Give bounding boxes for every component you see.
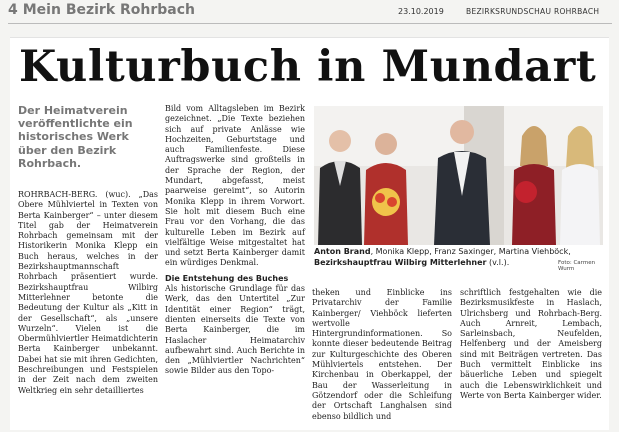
body-paragraph: Bild vom Alltagsleben im Bezirk gezeichnet. „Die Texte beziehen sich auf private Anlässe wie Hochzeiten, Geburtstage und auch Familienfeste. Diese Auftragswerke sind großteils in der Sprache der Region, der Mundart, abgefasst, meist paarweise gereimt“, so Autorin Monika Klepp in ihrem Vorwort. Sie holt mit diesem Buch eine Frau vor den Vorhang, die das kulturelle Leben im Bezirk auf vielfältige Weise mitgestaltet hat und setzt Berta Kainberger damit ein würdiges Denkmal. [165,104,305,268]
issue-date: 23.10.2019 [398,7,444,16]
body-column-4 [460,288,602,401]
body-paragraph: theken und Einblicke ins Privatarchiv der Familie Kainberger/ Viehböck lieferten wertvolle Hintergrundinformationen. So konnte dieser bedeutende Beitrag zur Kulturgeschichte des Oberen Mühlviertels entstehen. Der Kirchenbau in Oberkappel, der Bau der Wasserleitung in Götzendorf oder die Schleifung der Ortschaft Langhalsen sind ebenso bildlich und [312,288,452,421]
page-section-label [8,2,195,18]
caption-bold-name: Anton Brand [314,247,371,256]
article [10,37,609,430]
body-paragraph: Als historische Grundlage für das Werk, das den Untertitel „Zur Identität einer Region“ trägt, dienten einerseits die Texte von Berta Kainberger, die im Haslacher Heimatarchiv aufbewahrt sind. Auch Berichte in den „Mühlviertler Nachrichten“ sowie Bilder aus den Topo- [165,284,305,376]
subheading: Die Entstehung des Buches [165,273,289,283]
caption-names: , Monika Klepp, Franz Saxinger, Martina Viehböck, [370,247,571,256]
body-paragraph: schriftlich festgehalten wie die Bezirksmusikfeste in Haslach, Ulrichsberg und Rohrbach-Berg. Auch Arnreit, Lembach, Sarleinsbach, Neufelden, Helfenberg und der Ameisberg sind mit Beiträgen vertreten. Das Buch vermittelt Einblicke ins bäuerliche Leben und spiegelt auch die Lebenswirklichkeit und Werte von Berta Kainberger wider. [460,288,602,400]
body-column-1 [18,190,158,396]
publication-name: BEZIRKSRUNDSCHAU ROHRBACH [466,7,600,16]
caption-bold-name-2: Bezirkshauptfrau Wilbirg Mitterlehner [314,257,487,267]
header-rule [8,23,612,24]
article-photo [314,106,603,245]
section-name: Mein Bezirk Rohrbach [22,2,196,18]
caption-suffix: (v.l.). [486,257,510,267]
headline: Kulturbuch in Mundart [19,42,597,92]
lead-text: Der Heimatverein veröffentlichte ein historisches Werk über den Bezirk Rohrbach. [18,104,133,170]
photo-credit: Foto: Carmen Wurm [558,260,596,272]
body-column-2 [165,104,305,377]
body-column-3 [312,288,452,422]
page-header [0,0,619,22]
page-number: 4 [8,2,18,18]
body-paragraph: ROHRBACH-BERG. (wuc). „Das Obere Mühlviertel in Texten von Berta Kainberger“ – unter diesem Titel gab der Heimatverein Rohrbach gemeinsam mit der Historikerin Monika Klepp ein Buch heraus, welches in der Bezirkshauptmannschaft Rohrbach präsentiert wurde. Bezirkshauptfrau Wilbirg Mitterlehner betonte die Bedeutung der Kultur als „Kitt in der Gesellschaft“, als „unsere Wurzeln“. Vielen ist die Obermühlviertler Heimatdichterin Berta Kainberger unbekannt. Dabei hat sie mit ihren Gedichten, Beschreibungen und Festspielen in der Zeit nach dem zweiten Weltkrieg ein sehr detailliertes [18,190,158,395]
group-photo-image [314,106,603,245]
